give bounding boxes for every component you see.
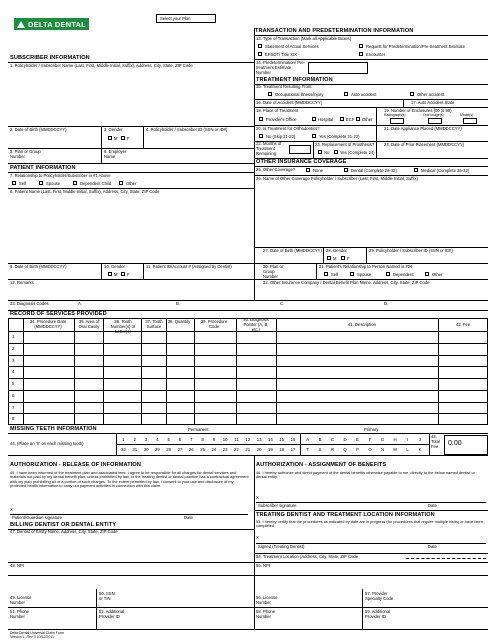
total-fee-value: 0.00 — [448, 440, 462, 447]
diagnosis-d-label: D. — [384, 301, 389, 306]
label-coverage-medical: Medical (Complete 26-32) — [421, 168, 470, 173]
checkbox-auto-accident[interactable] — [344, 92, 348, 96]
col-34-header: 34. Procedure Date (MMDDCCYY) — [29, 319, 67, 329]
tooth-N[interactable]: N — [380, 447, 385, 452]
tooth-4[interactable]: 4 — [156, 437, 159, 442]
tooth-1[interactable]: 1 — [122, 437, 125, 442]
tooth-31[interactable]: 31 — [132, 447, 138, 452]
checkbox-other-female[interactable] — [341, 256, 345, 260]
field-29-label: 29. Policyholder / Subscriber ID (SSN or ID#) — [369, 248, 453, 253]
table-row-divider — [8, 378, 488, 379]
field-27-label: 27. Date of Birth (MMDDCCYY) — [263, 248, 322, 253]
field-9-label: 9. Date of Birth (MMDDCCYY) — [10, 264, 67, 269]
label-auto-accident: Auto accident — [351, 92, 377, 97]
brand-name: DELTA DENTAL — [28, 19, 86, 29]
checkbox-subscriber-female[interactable] — [121, 136, 125, 140]
treating-signature-label: Signed (Treating Dentist) — [258, 544, 305, 549]
table-row-divider — [8, 413, 488, 414]
field-18-label: 18. Place of Treatment — [256, 108, 299, 113]
tooth-23[interactable]: 23 — [222, 447, 228, 452]
tooth-17[interactable]: 17 — [290, 447, 296, 452]
label-subscriber-male: M — [114, 136, 118, 141]
label-encounter: Encounter — [366, 52, 386, 57]
tooth-T[interactable]: T — [306, 447, 309, 452]
section-treatment: TREATMENT INFORMATION — [256, 77, 333, 83]
checkbox-ortho-no[interactable] — [259, 134, 263, 138]
tooth-D[interactable]: D — [343, 437, 347, 442]
diagnosis-a-label: A. — [78, 301, 82, 306]
treating-date-label: Date — [428, 544, 437, 549]
label-predetermination: Request for Predetermination/Pre-treatment Estimate — [366, 44, 465, 49]
section-patient: PATIENT INFORMATION — [10, 165, 76, 171]
label-actual-services: Statement of Actual Services — [265, 44, 319, 49]
field-32-label: 32. Other Insurance Company / Dental Benefit Plan Name, Address, City, State, ZIP Code — [263, 280, 430, 285]
primary-label: Primary — [364, 427, 379, 432]
field-43-label: 43. Total Fee — [431, 434, 440, 449]
plan-select[interactable] — [156, 14, 216, 23]
checkbox-other-place[interactable] — [356, 117, 360, 121]
service-row-number: 8 — [12, 416, 15, 422]
field-46-text: 46. I hereby authorize and direct payment of the dental benefits otherwise payable to me, directly to the below named dentist or dental entity. — [256, 470, 475, 480]
checkbox-ortho-yes[interactable] — [312, 134, 316, 138]
tooth-13[interactable]: 13 — [256, 437, 262, 442]
checkbox-other-male[interactable] — [327, 256, 331, 260]
tooth-32[interactable]: 32 — [121, 447, 126, 452]
label-rel-self: Self — [19, 181, 27, 186]
label-rel31-spouse: Spouse — [357, 272, 372, 277]
checkbox-ecf[interactable] — [340, 117, 344, 121]
field-49-label: 49. License Number — [10, 595, 32, 605]
field-57-label: 57. Provider Specialty Code — [365, 591, 394, 601]
label-radiographs: Radiograph(s) — [384, 113, 406, 117]
table-column-divider — [166, 318, 167, 425]
tooth-F[interactable]: F — [368, 437, 372, 442]
services-table — [8, 318, 488, 425]
section-other-coverage: OTHER INSURANCE COVERAGE — [256, 159, 347, 165]
table-row-divider — [8, 343, 488, 344]
tooth-5[interactable]: 5 — [167, 437, 170, 442]
checkbox-patient-female[interactable] — [121, 272, 125, 276]
checkbox-actual-services[interactable] — [258, 44, 262, 48]
label-rel-other: Other — [126, 181, 137, 186]
field-30-label: 30. Plan or Group Number — [263, 264, 284, 279]
checkbox-coverage-none[interactable] — [306, 168, 310, 172]
checkbox-coverage-dental[interactable] — [344, 168, 348, 172]
table-column-divider — [194, 318, 195, 425]
service-row-number: 5 — [12, 381, 15, 386]
table-row-divider — [8, 331, 488, 332]
col-41-header: 41. Description — [348, 322, 376, 327]
radiographs-input[interactable] — [390, 118, 404, 124]
checkbox-predetermination[interactable] — [359, 44, 363, 48]
tooth-P[interactable]: P — [356, 447, 359, 452]
tooth-K[interactable]: K — [418, 447, 422, 452]
field-45-text: 45. I have been informed of the treatment plan and associated fees. I agree to be responsible for all charges for dental services and materials not paid by my dental benefit plan, unless prohibited by law, or the treating dentist or dental practice has a contractual agreement with my plan prohibiting all or a portion of such charges. To the extent permitted by law, I consent to your use and disclosure of my protected health information to carry out payment activities in connection with this claim. — [10, 470, 249, 489]
field-58-label: 58. Phone Number — [256, 609, 276, 619]
field-54-label: 54. Treatment Location (Address, City, State, ZIP Code — [256, 554, 359, 559]
footer-version: Version 1, Rev 3 10/12/2011 — [10, 635, 54, 639]
patient-sig-x: X — [10, 507, 13, 512]
field-48-label: 48. NPI — [10, 563, 24, 568]
tooth-M[interactable]: M — [393, 447, 397, 452]
field-15-label: 15. Treatment Resulting From: — [256, 84, 313, 89]
field-1-label: 1. Policyholder / Subscriber Name (Last, First, Middle Initial, Suffix), Address, City, State, ZIP Code — [10, 63, 193, 68]
service-row-number: 2 — [12, 345, 15, 351]
label-other-male: M — [333, 256, 337, 261]
field-52-label: 52. Additional Provider ID — [99, 609, 125, 619]
table-row-divider — [8, 390, 488, 391]
delta-triangle-icon — [17, 21, 25, 28]
label-patient-male: M — [114, 272, 118, 277]
field-4-label: 4. Policyholder / Subscriber ID (SSN or ID#) — [146, 127, 228, 132]
tooth-22[interactable]: 22 — [234, 447, 239, 452]
section-transaction: TRANSACTION AND PREDETERMINATION INFORMATION — [255, 28, 414, 34]
label-subscriber-female: F — [127, 136, 130, 141]
section-treating: TREATING DENTIST AND TREATMENT LOCATION INFORMATION — [256, 512, 435, 518]
section-missing-teeth: MISSING TEETH INFORMATION — [10, 426, 97, 432]
label-prosthesis-no: No — [324, 150, 330, 155]
predetermination-number-input[interactable] — [308, 62, 368, 74]
label-other-place: Other — [362, 117, 373, 122]
checkbox-rel-spouse[interactable] — [39, 181, 43, 185]
tooth-7[interactable]: 7 — [190, 437, 193, 442]
field-20-label: 20. Is Treatment for Orthodontics? — [256, 126, 320, 131]
tooth-25[interactable]: 25 — [200, 447, 205, 452]
label-other-female: F — [347, 256, 350, 261]
patient-date-label: Date — [184, 515, 193, 520]
label-oral-images: Oral Image(s) — [423, 113, 444, 117]
subscriber-date-label: Date — [428, 503, 437, 508]
permanent-label: Permanent — [188, 427, 209, 432]
subscriber-sig-x: X — [256, 495, 259, 500]
field-50-label: 50. SSN or TIN — [99, 591, 115, 601]
tooth-C[interactable]: C — [330, 437, 335, 442]
tooth-O[interactable]: O — [368, 447, 372, 452]
section-auth-assignment: AUTHORIZATION - ASSIGNMENT OF BENEFITS — [256, 462, 387, 468]
field-3-label: 3. Gender — [104, 127, 123, 132]
label-epsdt: EPSDT/ Title XIX — [265, 52, 297, 57]
tooth-J[interactable]: J — [418, 437, 422, 442]
field-53-text: 53. I hereby certify that the procedures as indicated by date are in progress (for procedures that require multiple visits) or have been completed — [256, 519, 483, 529]
tooth-26[interactable]: 26 — [188, 447, 194, 452]
section-services: RECORD OF SERVICES PROVIDED — [10, 311, 107, 317]
section-subscriber: SUBSCRIBER INFORMATION — [10, 55, 90, 61]
label-rel-spouse: Spouse — [46, 181, 61, 186]
table-column-divider — [103, 318, 104, 425]
footer-title: Delta Dental Universal Claim Form — [10, 631, 64, 635]
checkbox-patient-male[interactable] — [108, 272, 112, 276]
label-patient-female: F — [127, 272, 130, 277]
tooth-29[interactable]: 29 — [155, 447, 160, 452]
checkbox-subscriber-male[interactable] — [108, 136, 112, 140]
col-38-header: 38. Quantity — [167, 319, 191, 324]
service-row-number: 6 — [12, 392, 15, 398]
tooth-10[interactable]: 10 — [222, 437, 228, 442]
service-row-number: 4 — [12, 369, 15, 375]
checkbox-rel-child[interactable] — [73, 181, 77, 185]
field-22-label: 22. Months of Treatment Remaining — [256, 141, 282, 156]
field-17-label: 17. Auto Accident State — [411, 100, 455, 105]
field-31-label: 31. Patient's Relationship to Person Named in #26 — [319, 264, 413, 269]
tooth-14[interactable]: 14 — [268, 437, 273, 442]
field-12-label: 12. Remarks — [10, 280, 34, 285]
service-row-number: 7 — [12, 404, 15, 410]
tooth-28[interactable]: 28 — [166, 447, 172, 452]
checkbox-rel-self[interactable] — [12, 181, 16, 185]
checkbox-providers-office[interactable] — [259, 117, 263, 121]
section-billing: BILLING DENTIST OR DENTAL ENTITY — [10, 522, 117, 528]
table-row-divider — [8, 366, 488, 367]
checkbox-rel31-self[interactable] — [324, 272, 328, 276]
checkbox-rel31-dependent[interactable] — [386, 272, 390, 276]
tooth-24[interactable]: 24 — [211, 447, 217, 452]
label-coverage-dental: Dental (Complete 26-32) — [351, 168, 397, 173]
tooth-S[interactable]: S — [318, 447, 322, 452]
checkbox-prosthesis-yes[interactable] — [334, 150, 338, 154]
field-11-label: 11. Patient ID/Account # (Assigned by Dentist) — [146, 264, 232, 269]
tooth-Q[interactable]: Q — [343, 447, 347, 452]
checkbox-epsdt[interactable] — [258, 52, 262, 56]
label-ecf: ECF — [346, 117, 355, 122]
field-21-label: 21. Date Appliance Placed (MMDDCCYY) — [384, 126, 462, 131]
tooth-G[interactable]: G — [380, 437, 385, 442]
table-column-divider — [141, 318, 142, 425]
delta-dental-logo — [14, 18, 89, 30]
table-column-divider — [276, 318, 277, 425]
label-other-accident: Other accident — [417, 92, 445, 97]
models-input[interactable] — [463, 118, 477, 124]
tooth-12[interactable]: 12 — [245, 437, 251, 442]
diagnosis-b-label: B. — [176, 301, 180, 306]
col-40-header: 40. Diagnosis Pointer (A, B, etc.) — [243, 317, 269, 332]
field-5-label: 5. Plan or Group Number — [10, 149, 41, 159]
label-ortho-yes: Yes (Complete 21-22) — [319, 134, 360, 139]
tooth-9[interactable]: 9 — [212, 437, 216, 442]
checkbox-hospital[interactable] — [312, 117, 316, 121]
col-37-header: 37. Tooth Surface — [145, 319, 163, 329]
tooth-19[interactable]: 19 — [268, 447, 273, 452]
checkbox-rel31-other[interactable] — [425, 272, 429, 276]
col-35-header: 35. Area of Oral Cavity — [78, 319, 100, 329]
field-28-label: 28. Gender — [326, 248, 347, 253]
tooth-20[interactable]: 20 — [256, 447, 262, 452]
col-39-header: 39. Procedure Code — [200, 319, 228, 329]
checkbox-prosthesis-no[interactable] — [318, 150, 322, 154]
table-column-divider — [74, 318, 75, 425]
table-column-divider — [236, 318, 237, 425]
field-10-label: 10. Gender — [104, 264, 125, 269]
label-providers-office: Provider's Office — [266, 117, 297, 122]
tooth-21[interactable]: 21 — [245, 447, 251, 452]
tooth-11[interactable]: 11 — [234, 437, 239, 442]
tooth-27[interactable]: 27 — [177, 447, 183, 452]
label-models: Model(s) — [460, 113, 474, 117]
field-55-label: 55. NPI — [256, 563, 270, 568]
tooth-H[interactable]: H — [393, 437, 397, 442]
checkbox-coverage-medical[interactable] — [414, 168, 418, 172]
tooth-30[interactable]: 30 — [143, 447, 149, 452]
tooth-A[interactable]: A — [306, 437, 309, 442]
col-36-header: 36. Tooth Number(s) or Letter(s) — [110, 319, 136, 334]
tooth-3[interactable]: 3 — [144, 437, 148, 442]
field-26-label: 26. Name of Other Coverage Policyholder / Subscriber (Last, First, Middle Initial, Suffix) — [256, 176, 418, 181]
field-8-label: 8. Patient Name (Last, First, Middle Initial, Suffix), Address, City, State, ZIP Code — [10, 189, 160, 194]
tooth-I[interactable]: I — [406, 437, 409, 442]
subscriber-signature-label: Subscriber signature — [258, 503, 297, 508]
service-row-number: 1 — [12, 334, 15, 339]
field-7-label: 7. Relationship to Policyholder/Subscriber in #1 Above — [10, 173, 111, 178]
tooth-L[interactable]: L — [406, 447, 409, 452]
oral-images-input[interactable] — [428, 118, 442, 124]
label-rel31-other: Other — [432, 272, 443, 277]
table-row-divider — [8, 402, 488, 403]
checkbox-occupational[interactable] — [268, 92, 272, 96]
field-19-label: 19. Number of Enclosures (00 to 99) — [384, 108, 452, 113]
label-ortho-no: No (Skip 21-22) — [266, 134, 296, 139]
checkbox-rel-other[interactable] — [119, 181, 123, 185]
checkbox-encounter[interactable] — [359, 52, 363, 56]
field-14-label: 14. Predetermination/ Pre-treatment Estimate Number — [256, 60, 306, 75]
label-occupational: Occupational illness/injury — [275, 92, 324, 97]
months-remaining-input[interactable] — [289, 145, 311, 154]
diagnosis-c-label: C. — [280, 301, 285, 306]
col-42-header: 42. Fee — [456, 322, 471, 327]
service-row-number: 3 — [12, 357, 15, 363]
tooth-R[interactable]: R — [330, 447, 335, 452]
field-33-label: 33. Diagnosis Codes — [10, 301, 49, 306]
tooth-15[interactable]: 15 — [279, 437, 285, 442]
field-13-label: 13. Type of Transaction (Mark all Applicable Boxes) — [256, 36, 352, 41]
section-auth-release: AUTHORIZATION - RELEASE OF INFORMATION — [10, 462, 141, 468]
field-16-label: 16. Date of Accident (MMDDCCYY) — [256, 100, 323, 105]
tooth-16[interactable]: 16 — [290, 437, 296, 442]
table-column-divider — [23, 318, 24, 425]
checkbox-rel31-spouse[interactable] — [350, 272, 354, 276]
field-47-label: 47. Dentist or Entity Name, Address, City, State, ZIP Code — [10, 529, 118, 534]
field-23-label: 23. Replacement of Prosthesis? — [315, 142, 375, 147]
field-59-label: 59. Additional Provider ID — [365, 609, 391, 619]
tooth-E[interactable]: E — [356, 437, 359, 442]
label-prosthesis-yes: Yes (Complete 24) — [340, 150, 375, 155]
field-51-label: 51. Phone Number — [10, 609, 30, 619]
tooth-8[interactable]: 8 — [201, 437, 204, 442]
field-25-label: 25. Other Coverage? — [256, 167, 296, 172]
label-rel31-self: Self — [331, 272, 339, 277]
label-rel31-dependent: Dependent — [393, 272, 414, 277]
tooth-18[interactable]: 18 — [279, 447, 285, 452]
patient-signature-label: Patient/Guardian signature — [12, 515, 62, 520]
field-44-label: 44. (Place an 'X' on each missing tooth) — [10, 441, 84, 446]
label-coverage-none: None — [313, 168, 324, 173]
field-6-label: 6. Employer Name — [104, 149, 127, 159]
label-hospital: Hospital — [318, 117, 334, 122]
table-row-divider — [8, 355, 488, 356]
tooth-2[interactable]: 2 — [133, 437, 136, 442]
checkbox-other-accident[interactable] — [410, 92, 414, 96]
plan-select-label: Select your Plan — [160, 16, 191, 21]
field-24-label: 24. Date of Prior Placement (MMDDCCYY) — [384, 142, 465, 147]
table-column-divider — [438, 318, 439, 425]
tooth-B[interactable]: B — [318, 437, 322, 442]
label-rel-child: Dependent Child — [80, 181, 112, 186]
claim-form — [8, 14, 488, 639]
tooth-6[interactable]: 6 — [178, 437, 182, 442]
treating-sig-x: X — [256, 535, 259, 540]
field-2-label: 2. Date of Birth (MMDDCCYY) — [10, 127, 67, 132]
field-56-label: 56. License Number — [256, 595, 278, 605]
